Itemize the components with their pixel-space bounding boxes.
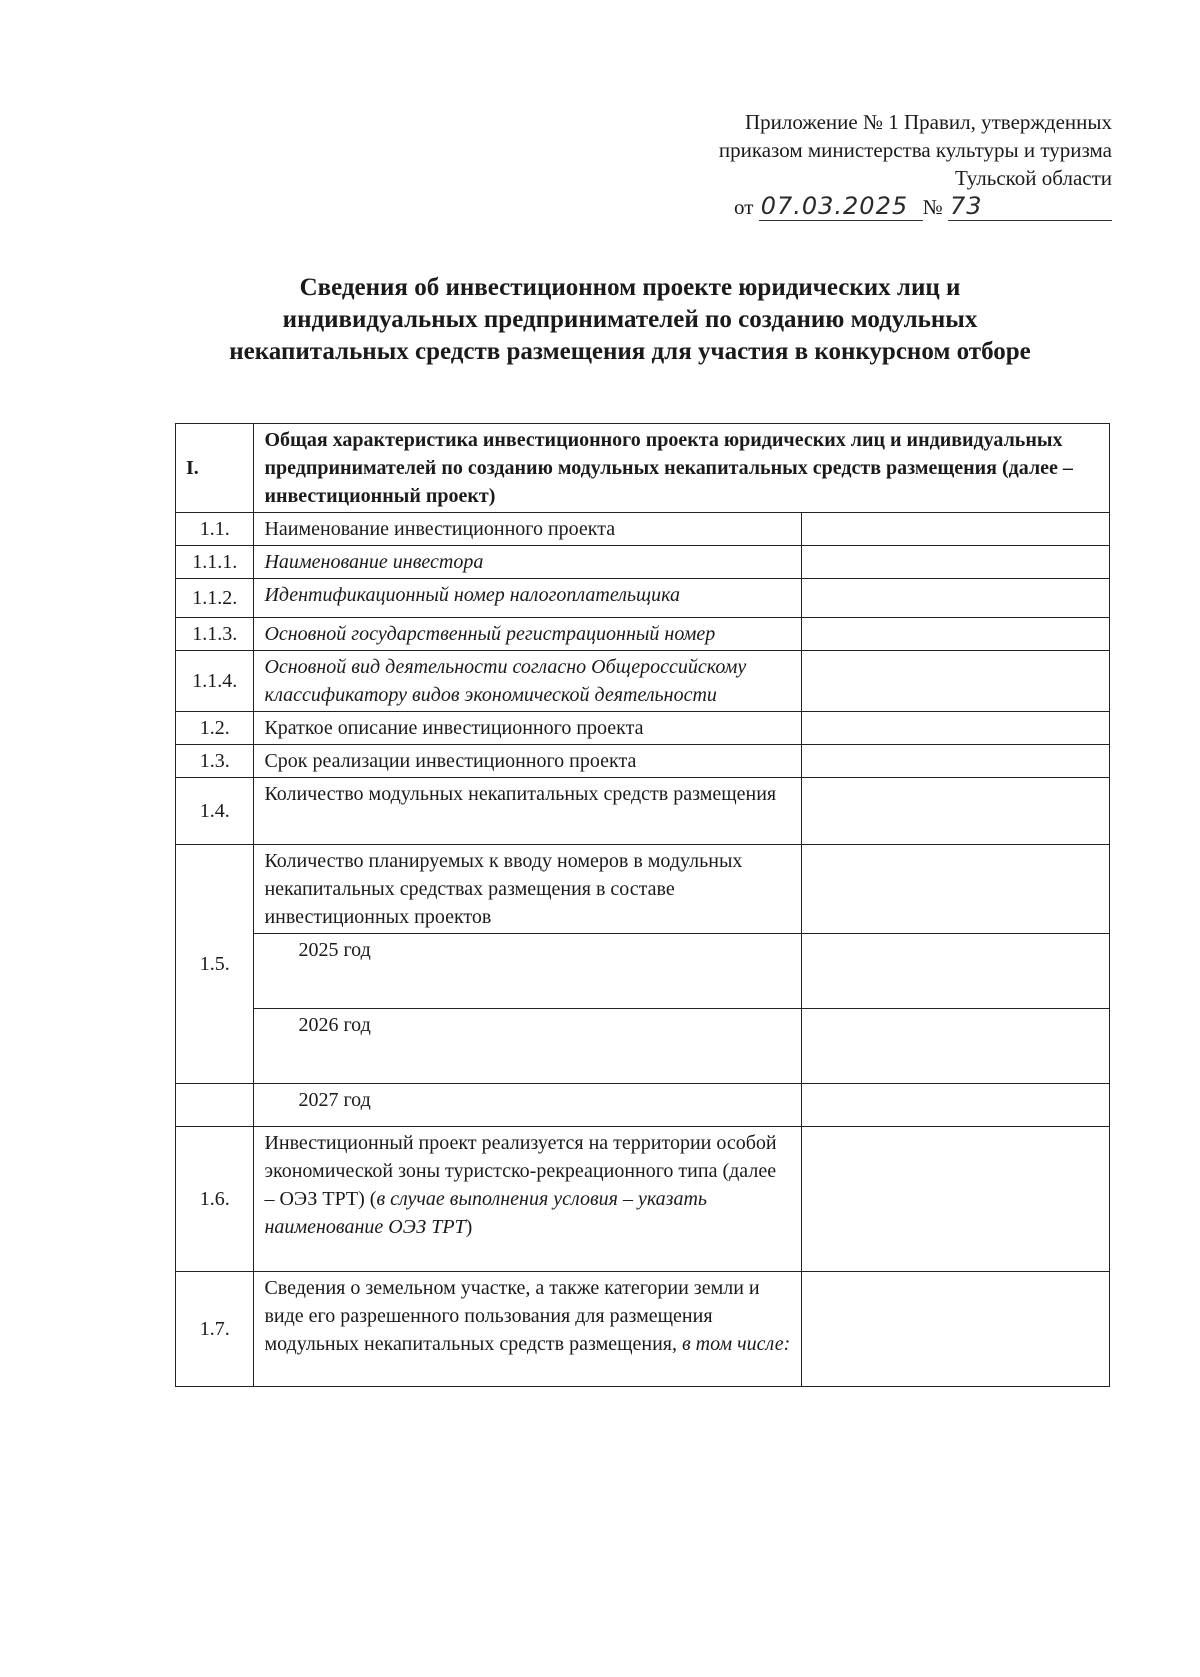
row-text-plain: Сведения о земельном участке, а также категории земли и виде его разрешенного пользования для размещения модульных некапитальных средств размещения, [264,1277,760,1355]
row-text-end: ) [465,1216,473,1238]
row-value-cell [801,1084,1109,1127]
table-row [176,845,1110,934]
row-number: 1.6. [176,1127,254,1272]
row-number: 1.1.2. [176,579,254,618]
handwritten-number: 73 [948,192,1112,221]
row-value-cell [801,745,1109,778]
table-row [176,1272,1110,1387]
row-description: Наименование инвестиционного проекта [254,513,802,546]
title-line-2: индивидуальных предпринимателей по созданию модульных [282,306,978,333]
row-value-cell [801,1272,1109,1387]
year-2026-label: 2026 год [254,1009,802,1084]
table-row [176,618,1110,651]
row-number: 1.7. [176,1272,254,1387]
handwritten-date: 07.03.2025 [759,192,923,221]
row-description [254,1127,802,1272]
year-2027-label: 2027 год [254,1084,802,1127]
row-value-cell [801,934,1109,1009]
document-title [150,272,1110,368]
approval-line-1: Приложение № 1 Правил, утвержденных [744,110,1112,134]
table-row-year [176,1084,1110,1127]
table-row-year [176,1009,1110,1084]
row-value-cell [801,651,1109,712]
row-description: Наименование инвестора [254,546,802,579]
row-description: Основной государственный регистрационный номер [254,618,802,651]
row-description: Количество модульных некапитальных средств размещения [254,778,802,845]
row-description: Краткое описание инвестиционного проекта [254,712,802,745]
row-description [254,1272,802,1387]
row-number: 1.4. [176,778,254,845]
table-row [176,579,1110,618]
row-number: 1.1.1. [176,546,254,579]
table-row [176,1127,1110,1272]
row-value-cell [801,546,1109,579]
row-text-italic: в случае выполнения условия – указать наименование ОЭЗ ТРТ [264,1188,708,1238]
date-prefix: от [734,195,754,219]
table-row [176,651,1110,712]
row-value-cell [801,579,1109,618]
title-line-1: Сведения об инвестиционном проекте юридических лиц и [299,274,961,301]
row-number: 1.2. [176,712,254,745]
table-row [176,546,1110,579]
row-value-cell [801,618,1109,651]
table-row-section [176,424,1110,513]
row-value-cell [801,778,1109,845]
row-value-cell [801,513,1109,546]
order-date-number [592,192,1112,221]
row-number: 1.1. [176,513,254,546]
row-description: Идентификационный номер налогоплательщика [254,579,802,618]
approval-line-3: Тульской области [954,166,1112,190]
approval-line-2: приказом министерства культуры и туризма [718,138,1112,162]
row-description: Основной вид деятельности согласно Общероссийскому классификатору видов экономической деятельности [254,651,802,712]
investment-project-table [175,423,1110,1387]
row-value-cell [801,1127,1109,1272]
section-number: I. [176,424,254,513]
row-value-cell [801,845,1109,934]
section-title: Общая характеристика инвестиционного проекта юридических лиц и индивидуальных предпринимателей по созданию модульных некапитальных средств размещения (далее – инвестиционный проект) [254,424,1110,513]
row-number: 1.5. [176,845,254,1084]
row-number-empty [176,1084,254,1127]
row-value-cell [801,1009,1109,1084]
number-prefix: № [922,195,943,219]
row-number: 1.1.4. [176,651,254,712]
row-description: Срок реализации инвестиционного проекта [254,745,802,778]
table-row [176,745,1110,778]
table-row [176,513,1110,546]
row-description: Количество планируемых к вводу номеров в модульных некапитальных средствах размещения в составе инвестиционных проектов [254,845,802,934]
approval-header [592,108,1112,221]
row-number: 1.1.3. [176,618,254,651]
row-text-plain: Инвестиционный проект реализуется на территории особой экономической зоны туристско-рекреационного типа (далее – ОЭЗ ТРТ) ( [264,1132,777,1210]
row-value-cell [801,712,1109,745]
row-text-italic: в том числе: [682,1333,791,1355]
table-row-year [176,934,1110,1009]
table-row [176,712,1110,745]
year-2025-label: 2025 год [254,934,802,1009]
row-number: 1.3. [176,745,254,778]
table-row [176,778,1110,845]
title-line-3: некапитальных средств размещения для участия в конкурсном отборе [229,338,1031,365]
